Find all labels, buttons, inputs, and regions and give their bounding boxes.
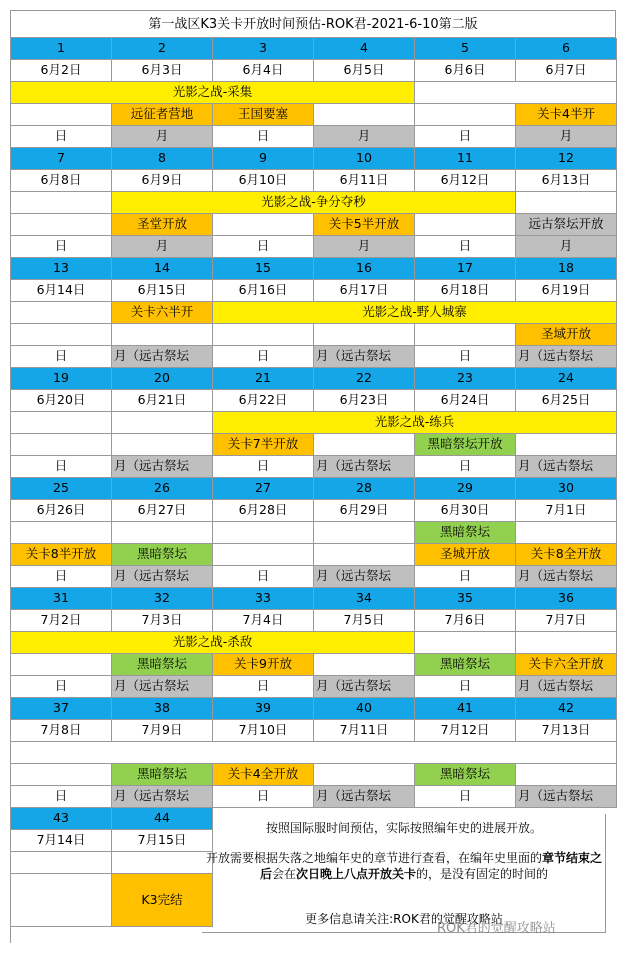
table-cell bbox=[11, 764, 112, 786]
watermark-text: ROK君的觉醒攻略站 bbox=[437, 921, 556, 936]
table-cell: 43 bbox=[11, 808, 112, 830]
table-cell bbox=[11, 104, 112, 126]
table-cell: 6月7日 bbox=[516, 60, 617, 82]
table-cell: 日 bbox=[415, 126, 516, 148]
table-cell: 月 bbox=[314, 126, 415, 148]
table-cell: 6月23日 bbox=[314, 390, 415, 412]
table-cell: 月（远古祭坛 bbox=[314, 566, 415, 588]
table-cell bbox=[213, 522, 314, 544]
table-cell: 6月29日 bbox=[314, 500, 415, 522]
table-cell: 月 bbox=[516, 126, 617, 148]
table-cell bbox=[314, 104, 415, 126]
table-cell: 6月17日 bbox=[314, 280, 415, 302]
table-cell: 关卡六全开放 bbox=[516, 654, 617, 676]
table-cell: 7月5日 bbox=[314, 610, 415, 632]
table-cell: 黑暗祭坛 bbox=[415, 764, 516, 786]
table-cell: 22 bbox=[314, 368, 415, 390]
table-cell: 10 bbox=[314, 148, 415, 170]
table-cell bbox=[314, 522, 415, 544]
table-cell bbox=[11, 214, 112, 236]
schedule-sheet bbox=[10, 10, 616, 943]
table-cell: 月 bbox=[516, 236, 617, 258]
table-cell: 29 bbox=[415, 478, 516, 500]
table-cell: 远征者营地 bbox=[112, 104, 213, 126]
table-cell bbox=[11, 434, 112, 456]
table-cell: 黑暗祭坛 bbox=[112, 544, 213, 566]
table-cell: 黑暗祭坛开放 bbox=[415, 434, 516, 456]
table-cell: 关卡7半开放 bbox=[213, 434, 314, 456]
table-cell: 日 bbox=[415, 786, 516, 808]
table-cell bbox=[415, 82, 617, 104]
table-cell: 6月10日 bbox=[213, 170, 314, 192]
table-cell: 月（远古祭坛 bbox=[112, 566, 213, 588]
table-cell: 日 bbox=[415, 566, 516, 588]
table-cell: 6月22日 bbox=[213, 390, 314, 412]
table-cell: 日 bbox=[213, 236, 314, 258]
table-cell: 日 bbox=[415, 676, 516, 698]
table-cell: 光影之战-杀敌 bbox=[11, 632, 415, 654]
table-cell: 日 bbox=[415, 236, 516, 258]
table-cell: 28 bbox=[314, 478, 415, 500]
table-cell bbox=[415, 104, 516, 126]
table-cell: 月（远古祭坛 bbox=[314, 786, 415, 808]
sheet-title: 第一战区K3关卡开放时间预估-ROK君-2021-6-10第二版 bbox=[11, 11, 616, 38]
table-cell: 6月12日 bbox=[415, 170, 516, 192]
table-cell bbox=[11, 192, 112, 214]
table-cell: 13 bbox=[11, 258, 112, 280]
table-cell: 6月26日 bbox=[11, 500, 112, 522]
table-cell: 23 bbox=[415, 368, 516, 390]
table-cell: 7月11日 bbox=[314, 720, 415, 742]
table-cell: 圣城开放 bbox=[415, 544, 516, 566]
table-cell: 6月6日 bbox=[415, 60, 516, 82]
table-cell bbox=[314, 434, 415, 456]
note-line-2-end: 的，是没有固定的时间的 bbox=[416, 867, 549, 881]
table-cell: 日 bbox=[213, 346, 314, 368]
table-cell: 38 bbox=[112, 698, 213, 720]
table-cell: 7月14日 bbox=[11, 830, 112, 852]
table-cell: 7月10日 bbox=[213, 720, 314, 742]
table-cell: 6月11日 bbox=[314, 170, 415, 192]
table-cell bbox=[213, 324, 314, 346]
table-cell: 7月12日 bbox=[415, 720, 516, 742]
table-cell: 月（远古祭坛 bbox=[516, 676, 617, 698]
table-cell: 6月21日 bbox=[112, 390, 213, 412]
table-cell: 6月30日 bbox=[415, 500, 516, 522]
table-cell: 关卡8全开放 bbox=[516, 544, 617, 566]
table-cell: 黑暗祭坛 bbox=[112, 764, 213, 786]
table-cell: 6月20日 bbox=[11, 390, 112, 412]
table-cell: 6月18日 bbox=[415, 280, 516, 302]
table-cell: 关卡8半开放 bbox=[11, 544, 112, 566]
table-cell: 7月9日 bbox=[112, 720, 213, 742]
table-cell: 月（远古祭坛 bbox=[112, 676, 213, 698]
table-cell: 6月9日 bbox=[112, 170, 213, 192]
table-cell: 24 bbox=[516, 368, 617, 390]
table-cell: 月（远古祭坛 bbox=[516, 566, 617, 588]
table-cell: 光影之战-采集 bbox=[11, 82, 415, 104]
table-cell bbox=[112, 852, 213, 874]
table-cell: 光影之战-野人城寨 bbox=[213, 302, 617, 324]
note-line-3: 更多信息请关注:ROK君的觉醒攻略站 bbox=[305, 912, 503, 926]
table-cell: 7月1日 bbox=[516, 500, 617, 522]
table-cell: 35 bbox=[415, 588, 516, 610]
table-cell: 6月19日 bbox=[516, 280, 617, 302]
table-cell: 40 bbox=[314, 698, 415, 720]
table-cell bbox=[11, 852, 112, 874]
table-cell: K3完结 bbox=[112, 874, 213, 927]
table-cell: 日 bbox=[11, 236, 112, 258]
table-cell bbox=[11, 654, 112, 676]
table-cell: 2 bbox=[112, 38, 213, 60]
table-cell: 33 bbox=[213, 588, 314, 610]
table-cell bbox=[112, 434, 213, 456]
table-cell: 21 bbox=[213, 368, 314, 390]
table-cell: 12 bbox=[516, 148, 617, 170]
table-cell: 月 bbox=[314, 236, 415, 258]
table-cell bbox=[314, 764, 415, 786]
table-cell bbox=[516, 764, 617, 786]
table-cell: 36 bbox=[516, 588, 617, 610]
table-cell: 黑暗祭坛 bbox=[415, 654, 516, 676]
table-cell: 日 bbox=[11, 566, 112, 588]
table-cell: 17 bbox=[415, 258, 516, 280]
table-cell: 王国要塞 bbox=[213, 104, 314, 126]
table-cell: 黑暗祭坛 bbox=[415, 522, 516, 544]
table-cell bbox=[415, 214, 516, 236]
notes-panel bbox=[202, 814, 606, 933]
table-cell bbox=[11, 874, 112, 927]
table-cell: 6月13日 bbox=[516, 170, 617, 192]
note-line-2a: 开放需要根据失落之地编年史的章节进行查看，在编年史里面的 bbox=[205, 851, 542, 865]
note-line-2 bbox=[202, 850, 606, 882]
table-cell: 9 bbox=[213, 148, 314, 170]
table-cell: 34 bbox=[314, 588, 415, 610]
table-cell: 日 bbox=[415, 456, 516, 478]
table-cell: 6月14日 bbox=[11, 280, 112, 302]
table-cell bbox=[415, 324, 516, 346]
table-cell bbox=[314, 654, 415, 676]
table-cell: 6月8日 bbox=[11, 170, 112, 192]
table-cell bbox=[213, 544, 314, 566]
table-cell: 日 bbox=[213, 676, 314, 698]
table-cell: 7月2日 bbox=[11, 610, 112, 632]
table-cell: 月（远古祭坛 bbox=[112, 786, 213, 808]
table-cell: 8 bbox=[112, 148, 213, 170]
table-cell: 7月15日 bbox=[112, 830, 213, 852]
table-cell: 19 bbox=[11, 368, 112, 390]
table-cell: 6月27日 bbox=[112, 500, 213, 522]
table-cell: 6月2日 bbox=[11, 60, 112, 82]
table-cell: 11 bbox=[415, 148, 516, 170]
table-cell: 18 bbox=[516, 258, 617, 280]
table-cell: 关卡4半开 bbox=[516, 104, 617, 126]
table-cell: 39 bbox=[213, 698, 314, 720]
note-bold-2: 次日晚上八点开放关卡 bbox=[296, 867, 417, 881]
table-cell: 31 bbox=[11, 588, 112, 610]
table-cell: 光影之战-练兵 bbox=[213, 412, 617, 434]
table-cell: 41 bbox=[415, 698, 516, 720]
note-line-2-mid: 会在 bbox=[271, 867, 296, 881]
table-cell: 7月8日 bbox=[11, 720, 112, 742]
table-cell: 关卡5半开放 bbox=[314, 214, 415, 236]
table-cell: 7月3日 bbox=[112, 610, 213, 632]
table-cell: 44 bbox=[112, 808, 213, 830]
table-cell: 5 bbox=[415, 38, 516, 60]
table-cell: 日 bbox=[213, 126, 314, 148]
table-cell: 6 bbox=[516, 38, 617, 60]
table-cell bbox=[516, 522, 617, 544]
table-cell bbox=[516, 434, 617, 456]
table-cell: 月（远古祭坛 bbox=[516, 346, 617, 368]
table-cell: 圣堂开放 bbox=[112, 214, 213, 236]
table-cell: 关卡4全开放 bbox=[213, 764, 314, 786]
table-cell bbox=[11, 324, 112, 346]
table-cell: 7月13日 bbox=[516, 720, 617, 742]
table-cell bbox=[11, 742, 617, 764]
table-cell: 32 bbox=[112, 588, 213, 610]
table-cell: 30 bbox=[516, 478, 617, 500]
table-cell: 27 bbox=[213, 478, 314, 500]
table-cell: 月（远古祭坛 bbox=[314, 676, 415, 698]
table-cell: 1 bbox=[11, 38, 112, 60]
table-cell: 日 bbox=[213, 456, 314, 478]
table-cell: 20 bbox=[112, 368, 213, 390]
table-cell bbox=[213, 214, 314, 236]
table-cell: 月（远古祭坛 bbox=[516, 786, 617, 808]
table-cell: 日 bbox=[213, 566, 314, 588]
table-cell: 月 bbox=[112, 236, 213, 258]
table-cell: 26 bbox=[112, 478, 213, 500]
table-cell bbox=[314, 324, 415, 346]
table-cell: 6月24日 bbox=[415, 390, 516, 412]
note-line-1: 按照国际服时间预估，实际按照编年史的进展开放。 bbox=[265, 821, 542, 835]
table-cell: 6月3日 bbox=[112, 60, 213, 82]
table-cell: 6月5日 bbox=[314, 60, 415, 82]
table-cell: 月（远古祭坛 bbox=[112, 346, 213, 368]
table-cell: 7 bbox=[11, 148, 112, 170]
table-cell bbox=[112, 522, 213, 544]
table-cell: 关卡9开放 bbox=[213, 654, 314, 676]
table-cell: 光影之战-争分夺秒 bbox=[112, 192, 516, 214]
table-cell: 日 bbox=[11, 676, 112, 698]
table-cell: 42 bbox=[516, 698, 617, 720]
table-cell: 日 bbox=[11, 786, 112, 808]
table-cell: 6月4日 bbox=[213, 60, 314, 82]
table-cell: 3 bbox=[213, 38, 314, 60]
table-cell: 6月16日 bbox=[213, 280, 314, 302]
table-cell: 日 bbox=[11, 126, 112, 148]
table-cell bbox=[11, 302, 112, 324]
table-cell: 7月4日 bbox=[213, 610, 314, 632]
table-cell: 6月15日 bbox=[112, 280, 213, 302]
table-cell: 6月28日 bbox=[213, 500, 314, 522]
table-cell bbox=[314, 544, 415, 566]
table-cell: 圣域开放 bbox=[516, 324, 617, 346]
table-cell: 月（远古祭坛 bbox=[516, 456, 617, 478]
table-cell: 15 bbox=[213, 258, 314, 280]
table-cell: 7月6日 bbox=[415, 610, 516, 632]
table-cell: 黑暗祭坛 bbox=[112, 654, 213, 676]
table-cell bbox=[516, 632, 617, 654]
table-cell: 关卡六半开 bbox=[112, 302, 213, 324]
table-cell: 37 bbox=[11, 698, 112, 720]
table-cell: 25 bbox=[11, 478, 112, 500]
table-cell: 14 bbox=[112, 258, 213, 280]
table-cell: 月 bbox=[112, 126, 213, 148]
table-cell bbox=[516, 192, 617, 214]
table-cell: 月（远古祭坛 bbox=[314, 456, 415, 478]
table-cell bbox=[112, 324, 213, 346]
table-cell bbox=[11, 412, 112, 434]
table-cell: 日 bbox=[11, 456, 112, 478]
table-cell: 16 bbox=[314, 258, 415, 280]
table-cell bbox=[11, 522, 112, 544]
table-cell: 6月25日 bbox=[516, 390, 617, 412]
table-cell: 日 bbox=[11, 346, 112, 368]
note-bold-1: 章节结束之后 bbox=[259, 851, 603, 881]
table-cell: 远古祭坛开放 bbox=[516, 214, 617, 236]
table-cell: 7月7日 bbox=[516, 610, 617, 632]
table-cell bbox=[415, 632, 516, 654]
table-cell bbox=[112, 412, 213, 434]
table-cell: 日 bbox=[415, 346, 516, 368]
table-cell: 4 bbox=[314, 38, 415, 60]
table-cell: 月（远古祭坛 bbox=[112, 456, 213, 478]
table-cell: 日 bbox=[213, 786, 314, 808]
table-cell: 月（远古祭坛 bbox=[314, 346, 415, 368]
